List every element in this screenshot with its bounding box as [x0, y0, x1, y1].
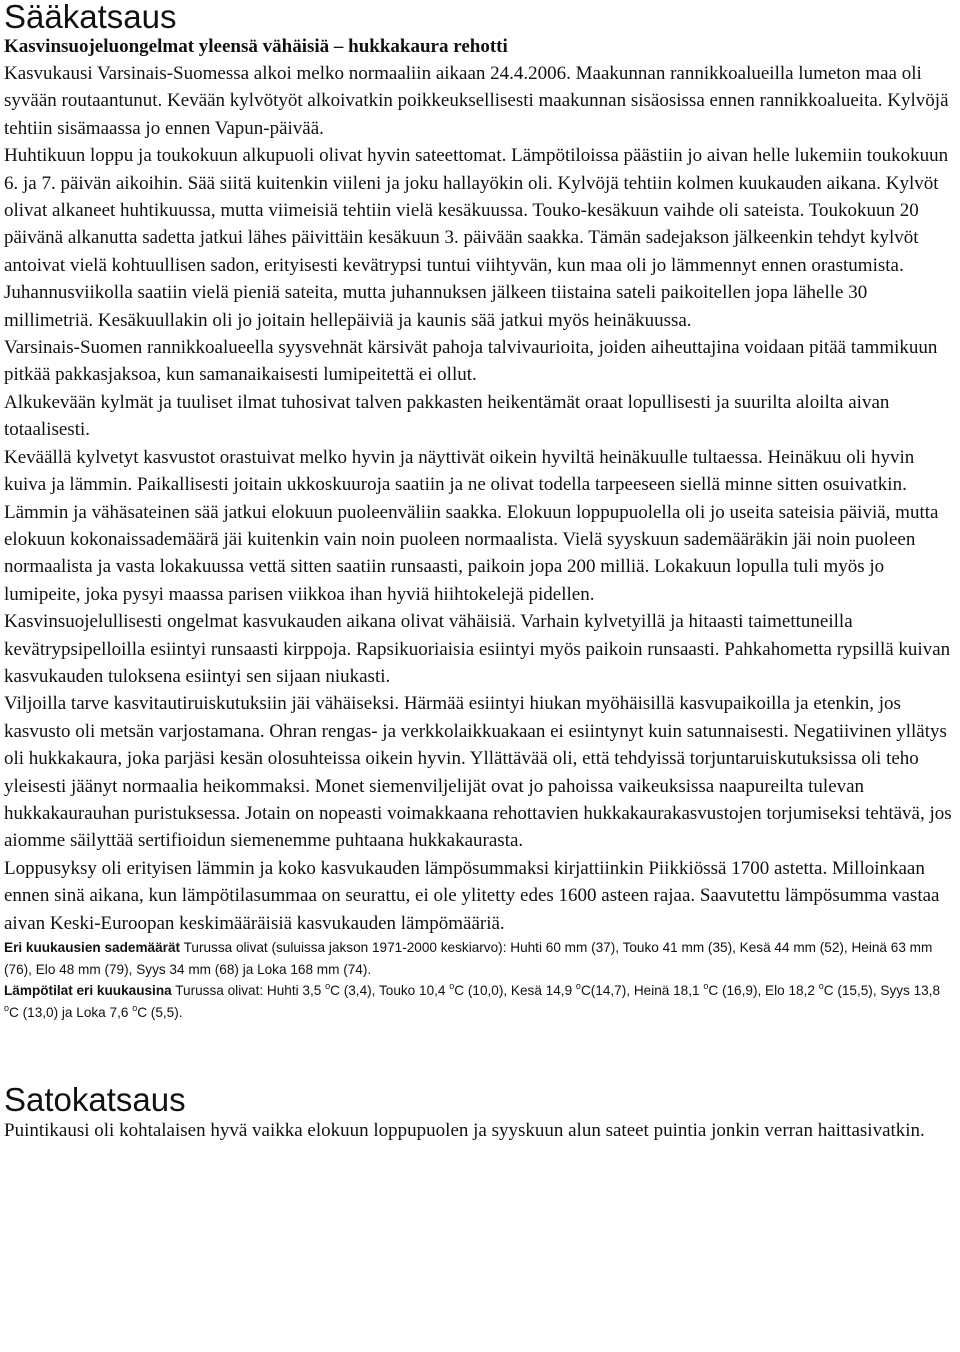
degree-symbol: o	[325, 981, 331, 991]
paragraph-1: Kasvukausi Varsinais-Suomessa alkoi melko normaaliin aikaan 24.4.2006. Maakunnan rannikkoalueilla lumeton maa oli syvään routaantunut. Kevään kylvötyöt alkoivatkin poikkeuksellisesti maakunnan sisäosissa ennen rannikkoalueita. Kylvöjä tehtiin sisämaassa jo ennen Vapun-päivää.	[4, 63, 949, 139]
temp-part-1: Turussa olivat: Huhti 3,5	[175, 983, 326, 998]
rainfall-text: Turussa olivat (suluissa jakson 1971-2000 keskiarvo): Huhti 60 mm (37), Touko 41 mm (35), Kesä 44 mm (52), Heinä 63 mm (76), Elo 48 mm (79), Syys 34 mm (68) ja Loka 168 mm (74).	[4, 940, 933, 977]
section-subtitle: Kasvinsuojeluongelmat yleensä vähäisiä – hukkakaura rehotti	[4, 36, 508, 57]
document-page	[4, 0, 954, 1144]
paragraph-7: Viljoilla tarve kasvitautiruiskutuksiin jäi vähäiseksi. Härmää esiintyi hiukan myöhäisillä kasvupaikoilla ja etenkin, jos kasvusto oli metsän varjostamana. Ohran rengas- ja verkkolaikkuakaan ei esiintynyt kuin satunnaisesti. Negatiivinen yllätys oli hukkakaura, joka parjäsi kesän olosuhteissa oikein hyvin. Yllättävää oli, että tehdyissä torjuntaruiskutuksissa oli teho yleisesti jäänyt normaalia heikommaksi. Monet siemenviljelijät ovat jo pahoissa vaikeuksissa naapureilta tulevan hukkakaurauhan puristuksessa. Jotain on nopeasti voimakkaana rehottavien hukkakaurakasvustojen torjumiseksi tehtävä, jos aiomme säilyttää sertifioidun siemenemme puhtaana hukkakaurasta.	[4, 693, 952, 852]
paragraph-5: Keväällä kylvetyt kasvustot orastuivat melko hyvin ja näyttivät oikein hyviltä heinäkuulle tultaessa. Heinäkuu oli hyvin kuiva ja lämmin. Paikallisesti joitain ukkoskuuroja saatiin ja ne olivat todella tarpeeseen siellä minne sitten osuivatkin. Lämmin ja vähäsateinen sää jatkui elokuun puoleenväliin saakka. Elokuun loppupuolella oli jo useita sateisia päiviä, mutta elokuun kokonaissademäärä jäi kuitenkin vain noin puoleen normaalista. Vielä syyskuun sademääräkin jäi noin puoleen normaalista ja vasta lokakuussa vettä sitten saatiin runsaasti, paikoin jopa 200 milliä. Lokakuun lopulla tuli myös jo lumipeite, joka pysyi maassa parisen viikkoa ihan hyviä hiihtokelejä pidellen.	[4, 446, 939, 605]
temp-part-6: C (15,5), Syys 13,8	[823, 983, 941, 998]
temperature-label: Lämpötilat eri kuukausina	[4, 983, 172, 998]
temp-part-4: C(14,7), Heinä 18,1	[580, 983, 704, 998]
paragraph-6: Kasvinsuojelullisesti ongelmat kasvukauden aikana olivat vähäisiä. Varhain kylvetyillä ja hitaasti taimettuneilla kevätrypsipelloilla esiintyi runsaasti kirppoja. Rapsikuoriaisia esiintyi myös paikoin runsaasti. Pahkahometta rypsillä kuivan kasvukauden tuloksena esiintyi sen sijaan niukasti.	[4, 611, 951, 687]
temp-part-3: C (10,0), Kesä 14,9	[454, 983, 576, 998]
temp-part-5: C (16,9), Elo 18,2	[708, 983, 819, 998]
degree-symbol: o	[818, 981, 824, 991]
degree-symbol: o	[703, 981, 709, 991]
degree-symbol: o	[575, 981, 581, 991]
temperature-summary	[4, 980, 954, 1023]
paragraph-3: Varsinais-Suomen rannikkoalueella syysvehnät kärsivät pahoja talvivaurioita, joiden aiheuttajina voidaan pitää tammikuun pitkää pakkasjaksoa, kun samanaikaisesti lumipeitettä ei ollut.	[4, 337, 938, 386]
paragraph-8: Loppusyksy oli erityisen lämmin ja koko kasvukauden lämpösummaksi kirjattiinkin Piikkiössä 1700 astetta. Milloinkaan ennen sinä aikana, kun lämpötilasummaa on seurattu, ei ole ylitetty edes 1600 asteen rajaa. Saavutettu lämpösumma vastaa aivan Keski-Euroopan keskimääräisiä kasvukauden lämpömääriä.	[4, 857, 940, 934]
rainfall-label: Eri kuukausien sademäärät	[4, 940, 181, 955]
paragraph-2: Huhtikuun loppu ja toukokuun alkupuoli olivat hyvin sateettomat. Lämpötiloissa päästiin jo aivan helle lukemiin toukokuun 6. ja 7. päivän aikoihin. Sää siitä kuitenkin viileni ja joku hallayökin oli. Kylvöjä tehtiin kolmen kuukauden aikana. Kylvöt olivat alkaneet huhtikuussa, mutta viimeisiä tehtiin vielä kesäkuussa. Touko-kesäkuun vaihde oli sateista. Toukokuun 20 päivänä alkanutta sadetta jatkui lähes päivittäin kesäkuun 3. päivään saakka. Tämän sadejakson jälkeenkin tehdyt kylvöt antoivat vielä kohtuullisen sadon, erityisesti kevätrypsi tuntui viihtyvän, kun maa oli jo lämmennyt ennen orastumista. Juhannusviikolla saatiin vielä pieniä sateita, mutta juhannuksen jälkeen tiistaina sateli paikoitellen jopa lähelle 30 millimetriä. Kesäkuullakin oli jo joitain hellepäiviä ja kaunis sää jatkui myös heinäkuussa.	[4, 145, 949, 331]
paragraph-harvest: Puintikausi oli kohtalaisen hyvä vaikka elokuun loppupuolen ja syyskuun alun sateet puintia jonkin verran haittasivatkin.	[4, 1120, 925, 1141]
temp-part-7: C (13,0) ja Loka 7,6	[9, 1004, 133, 1020]
degree-symbol: o	[132, 1002, 138, 1013]
rainfall-summary	[4, 937, 954, 980]
degree-symbol: o	[4, 1002, 10, 1013]
temp-part-8: C (5,5).	[137, 1004, 183, 1020]
temp-part-2: C (3,4), Touko 10,4	[330, 983, 450, 998]
section-title-satokatsaus: Satokatsaus	[4, 1081, 186, 1118]
paragraph-4: Alkukevään kylmät ja tuuliset ilmat tuhosivat talven pakkasten heikentämät oraat lopullisesti ja suurilta aloilta aivan totaalisesti.	[4, 391, 890, 441]
degree-symbol: o	[449, 981, 455, 991]
section-title-saakatsaus: Sääkatsaus	[4, 0, 177, 35]
